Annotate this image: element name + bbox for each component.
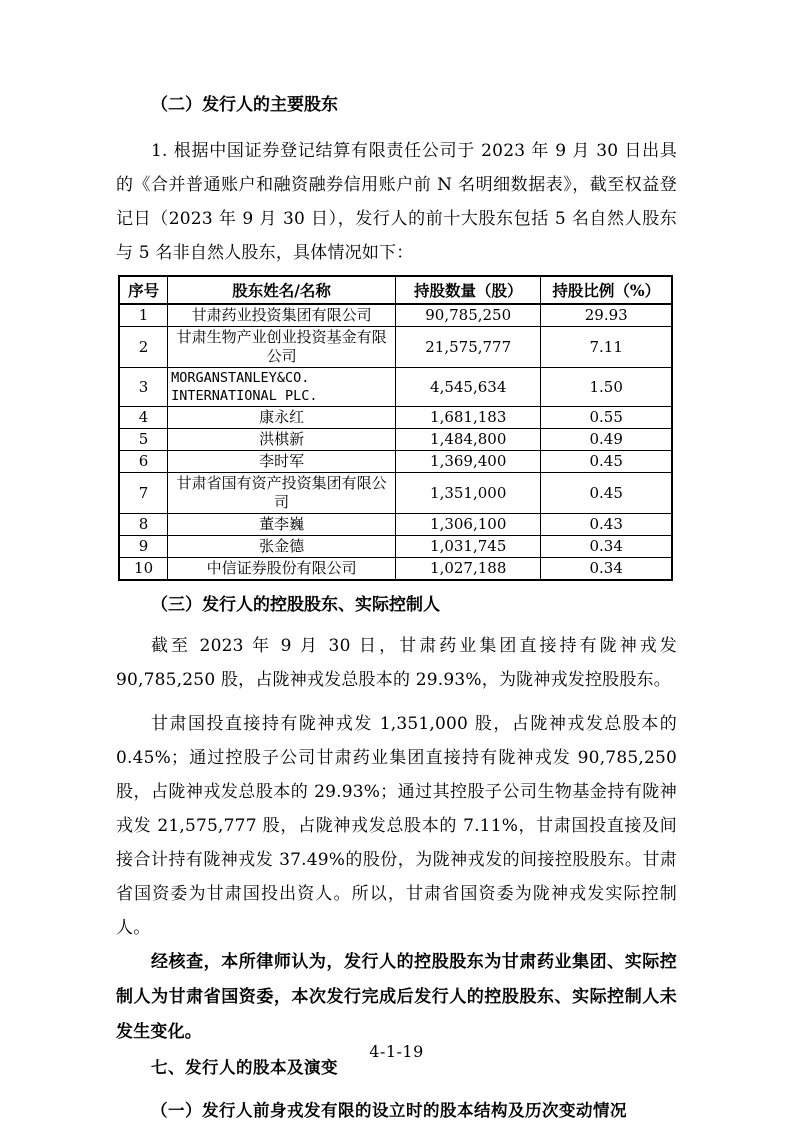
shareholder-table-body	[119, 304, 672, 580]
table-row	[119, 407, 672, 429]
row-index: 7	[119, 473, 168, 514]
shares-held: 1,031,745	[395, 536, 540, 558]
shares-held: 1,306,100	[395, 514, 540, 536]
row-index: 10	[119, 558, 168, 581]
table-row	[119, 536, 672, 558]
shareholding-pct: 7.11	[541, 327, 672, 368]
section-heading-share-capital: 七、发行人的股本及演变	[151, 1058, 338, 1077]
shareholder-name: 甘肃药业投资集团有限公司	[168, 304, 396, 327]
shareholder-name: 甘肃生物产业创业投资基金有限公司	[168, 327, 396, 368]
shareholding-pct: 0.55	[541, 407, 672, 429]
table-row	[119, 514, 672, 536]
shares-held: 1,369,400	[395, 451, 540, 473]
shares-held: 1,351,000	[395, 473, 540, 514]
shareholder-name: 张金德	[168, 536, 396, 558]
shareholding-pct: 0.34	[541, 536, 672, 558]
table-row	[119, 304, 672, 327]
shareholding-pct: 0.45	[541, 473, 672, 514]
shareholding-pct: 29.93	[541, 304, 672, 327]
shareholding-pct: 1.50	[541, 368, 672, 407]
shareholder-name: 中信证券股份有限公司	[168, 558, 396, 581]
row-index: 2	[119, 327, 168, 368]
table-row	[119, 473, 672, 514]
shares-held: 1,681,183	[395, 407, 540, 429]
table-row	[119, 327, 672, 368]
row-index: 8	[119, 514, 168, 536]
table-row	[119, 451, 672, 473]
intro-paragraph: 1. 根据中国证券登记结算有限责任公司于 2023 年 9 月 30 日出具的《合并普通账户和融资融券信用账户前 N 名明细数据表》，截至权益登记日（2023 年 9 月 30 日），发行人的前十大股东包括 5 名自然人股东与 5 名非自然人股东，具体情况如下：	[116, 141, 677, 263]
table-header-row	[119, 276, 672, 304]
header-shares-held: 持股数量（股）	[395, 276, 540, 304]
table-row	[119, 558, 672, 581]
page-number: 4-1-19	[369, 1042, 424, 1061]
shareholding-pct: 0.34	[541, 558, 672, 581]
shareholding-pct: 0.49	[541, 429, 672, 451]
shareholder-table-header	[119, 276, 672, 304]
lawyer-conclusion-paragraph: 经核查，本所律师认为，发行人的控股股东为甘肃药业集团、实际控制人为甘肃省国资委，本次发行完成后发行人的控股股东、实际控制人未发生变化。	[116, 952, 677, 1042]
header-shareholding-pct: 持股比例（%）	[541, 276, 672, 304]
shareholder-table	[118, 275, 673, 581]
shares-held: 1,027,188	[395, 558, 540, 581]
controlling-shareholder-paragraph-2: 甘肃国投直接持有陇神戎发 1,351,000 股，占陇神戎发总股本的 0.45%；通过控股子公司甘肃药业集团直接持有陇神戎发 90,785,250 股，占陇神戎发总股本的 29.93%；通过其控股子公司生物基金持有陇神戎发 21,575,777 股，占陇神戎发总股本的 7.11%，甘肃国投直接及间接合计持有陇神戎发 37.49%的股份，为陇神戎发的间接控股股东。甘肃省国资委为甘肃国投出资人。所以，甘肃省国资委为陇神戎发实际控制人。	[116, 714, 677, 938]
shareholder-name: 洪棋新	[168, 429, 396, 451]
controlling-shareholder-paragraph-1: 截至 2023 年 9 月 30 日，甘肃药业集团直接持有陇神戎发 90,785,250 股，占陇神戎发总股本的 29.93%，为陇神戎发控股股东。	[116, 636, 677, 690]
shareholder-name: 李时军	[168, 451, 396, 473]
row-index: 4	[119, 407, 168, 429]
section-heading-main-shareholders: （二）发行人的主要股东	[151, 95, 338, 115]
shares-held: 90,785,250	[395, 304, 540, 327]
shareholder-name: MORGANSTANLEY&CO. INTERNATIONAL PLC.	[168, 368, 396, 407]
subsection-heading-initial-share-structure: （一）发行人前身戎发有限的设立时的股本结构及历次变动情况	[151, 1101, 627, 1120]
shareholding-pct: 0.43	[541, 514, 672, 536]
row-index: 3	[119, 368, 168, 407]
shares-held: 4,545,634	[395, 368, 540, 407]
shares-held: 1,484,800	[395, 429, 540, 451]
row-index: 6	[119, 451, 168, 473]
shareholder-name: 董李巍	[168, 514, 396, 536]
header-index: 序号	[119, 276, 168, 304]
shareholder-name: 甘肃省国有资产投资集团有限公司	[168, 473, 396, 514]
shareholder-name: 康永红	[168, 407, 396, 429]
row-index: 5	[119, 429, 168, 451]
table-row	[119, 368, 672, 407]
table-row	[119, 429, 672, 451]
section-heading-controlling-shareholder: （三）发行人的控股股东、实际控制人	[151, 595, 440, 615]
shares-held: 21,575,777	[395, 327, 540, 368]
row-index: 9	[119, 536, 168, 558]
header-shareholder-name: 股东姓名/名称	[168, 276, 396, 304]
shareholding-pct: 0.45	[541, 451, 672, 473]
row-index: 1	[119, 304, 168, 327]
